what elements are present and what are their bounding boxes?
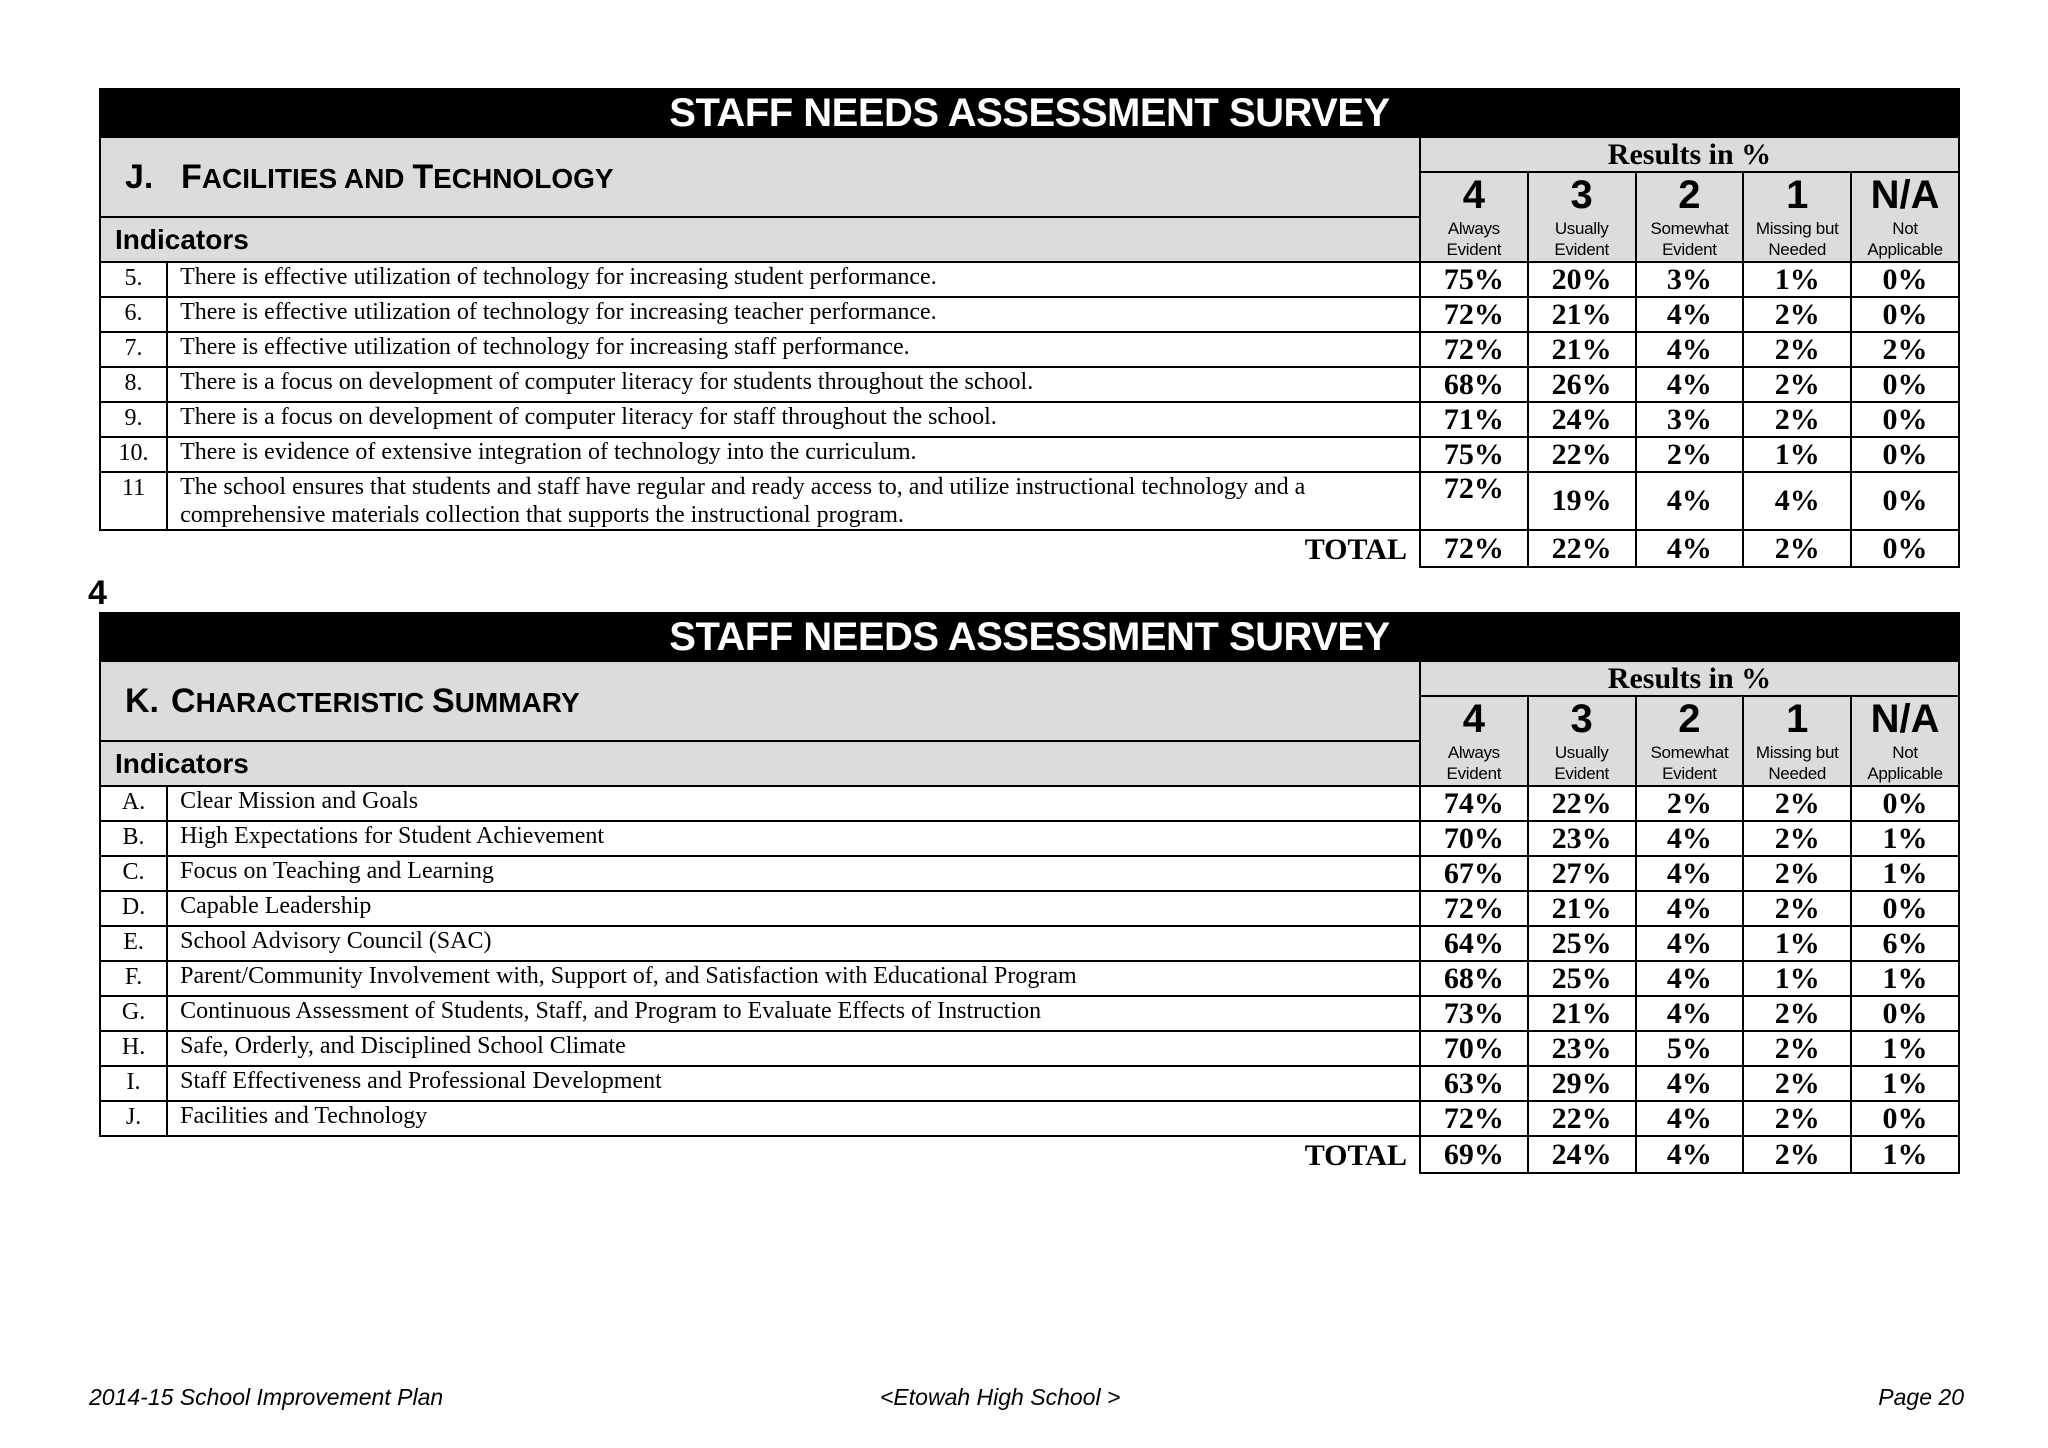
result-value: 0% [1851,996,1959,1031]
indicator-text: There is effective utilization of technology for increasing staff performance. [167,332,1420,367]
row-number: F. [100,961,167,996]
result-value: 72% [1420,297,1528,332]
row-number: A. [100,786,167,821]
result-value: 19% [1528,472,1636,530]
title-rest: HARACTERISTIC [195,686,433,718]
table-row [100,367,1959,402]
result-value: 26% [1528,367,1636,402]
scale-description [1528,217,1636,262]
total-value: 24% [1528,1136,1636,1173]
scale-line: Needed [1768,764,1827,783]
result-value: 2% [1743,297,1851,332]
scale-value: 2 [1636,696,1744,741]
row-number: 5. [100,262,167,297]
indicator-text: High Expectations for Student Achievement [167,821,1420,856]
result-value: 4% [1636,926,1744,961]
table-row [100,472,1959,530]
result-value: 4% [1636,1101,1744,1136]
result-value: 0% [1851,472,1959,530]
result-value: 3% [1636,402,1744,437]
scale-line: Usually [1554,219,1609,238]
row-number: H. [100,1031,167,1066]
result-value: 23% [1528,1031,1636,1066]
result-value: 2% [1636,437,1744,472]
result-value: 72% [1420,1101,1528,1136]
row-number: 9. [100,402,167,437]
title-initial: C [171,681,196,720]
indicator-text: School Advisory Council (SAC) [167,926,1420,961]
result-value: 1% [1851,1066,1959,1101]
result-value: 22% [1528,437,1636,472]
footer-page-number: Page 20 [1878,1384,1964,1410]
scale-line: Always [1447,219,1500,238]
table-row [100,1031,1959,1066]
table-row [100,332,1959,367]
result-value: 20% [1528,262,1636,297]
indicator-text: There is a focus on development of computer literacy for students throughout the school. [167,367,1420,402]
result-value: 21% [1528,332,1636,367]
result-value: 75% [1420,437,1528,472]
result-value: 2% [1743,856,1851,891]
total-value: 4% [1636,530,1744,567]
indicator-text: Facilities and Technology [167,1101,1420,1136]
scale-value: 1 [1743,172,1851,217]
title-rest: ECHNOLOGY [433,162,614,194]
total-value: 69% [1420,1136,1528,1173]
row-number: 7. [100,332,167,367]
result-value: 4% [1636,367,1744,402]
indicator-text: Focus on Teaching and Learning [167,856,1420,891]
section-title [100,137,1420,217]
scale-line: Evident [1554,764,1609,783]
result-value: 25% [1528,961,1636,996]
result-value: 2% [1743,821,1851,856]
result-value: 0% [1851,367,1959,402]
scale-line: Needed [1768,240,1827,259]
section-letter: J. [125,157,154,196]
indicator-text: Safe, Orderly, and Disciplined School Climate [167,1031,1420,1066]
result-value: 0% [1851,891,1959,926]
result-value: 75% [1420,262,1528,297]
section-title [100,661,1420,741]
result-value: 68% [1420,367,1528,402]
table-row [100,961,1959,996]
result-value: 2% [1743,786,1851,821]
result-value: 4% [1636,891,1744,926]
indicator-text: Clear Mission and Goals [167,786,1420,821]
total-label: TOTAL [1304,532,1407,566]
row-number: I. [100,1066,167,1101]
result-value: 1% [1851,856,1959,891]
result-value: 2% [1636,786,1744,821]
row-number: J. [100,1101,167,1136]
title-initial: F [181,157,202,196]
table-row [100,1066,1959,1101]
table-row [100,262,1959,297]
result-value: 27% [1528,856,1636,891]
total-value: 1% [1851,1136,1959,1173]
row-number: 8. [100,367,167,402]
result-value: 4% [1636,472,1744,530]
scale-line: Missing but [1755,219,1839,238]
result-value: 63% [1420,1066,1528,1101]
survey-banner: STAFF NEEDS ASSESSMENT SURVEY [100,613,1959,661]
result-value: 22% [1528,786,1636,821]
scale-value: N/A [1851,696,1959,741]
result-value: 21% [1528,297,1636,332]
scale-description [1851,217,1959,262]
scale-line: Missing but [1755,743,1839,762]
indicator-text: Continuous Assessment of Students, Staff, and Program to Evaluate Effects of Instruction [167,996,1420,1031]
result-value: 67% [1420,856,1528,891]
result-value: 71% [1420,402,1528,437]
total-value: 2% [1743,530,1851,567]
scale-line: Not [1892,743,1918,762]
result-value: 1% [1743,262,1851,297]
results-header: Results in % [1420,137,1959,172]
scale-line: Applicable [1867,764,1943,783]
scale-description [1851,741,1959,786]
result-value: 25% [1528,926,1636,961]
result-value: 2% [1743,1066,1851,1101]
result-value: 4% [1636,297,1744,332]
scale-line: Evident [1662,764,1717,783]
scale-line: Usually [1554,743,1609,762]
row-number: 11 [100,472,167,530]
result-value: 6% [1851,926,1959,961]
row-number: G. [100,996,167,1031]
scale-description [1636,741,1744,786]
indicator-text: Parent/Community Involvement with, Support of, and Satisfaction with Educational Program [167,961,1420,996]
result-value: 5% [1636,1031,1744,1066]
result-value: 2% [1743,891,1851,926]
result-value: 3% [1636,262,1744,297]
result-value: 0% [1851,786,1959,821]
result-value: 4% [1743,472,1851,530]
result-value: 1% [1743,926,1851,961]
total-label: TOTAL [1304,1138,1407,1172]
table-row [100,821,1959,856]
scale-line: Somewhat [1650,219,1729,238]
result-value: 1% [1743,961,1851,996]
indicator-text: There is effective utilization of technology for increasing student performance. [167,262,1420,297]
scale-line: Evident [1554,240,1609,259]
scale-description [1743,741,1851,786]
result-value: 72% [1420,891,1528,926]
result-value: 72% [1420,332,1528,367]
row-number: 10. [100,437,167,472]
total-value: 2% [1743,1136,1851,1173]
indicator-text: There is a focus on development of computer literacy for staff throughout the school. [167,402,1420,437]
indicator-text: Capable Leadership [167,891,1420,926]
result-value: 0% [1851,437,1959,472]
total-value: 72% [1420,530,1528,567]
table-row [100,891,1959,926]
title-initial: S [432,681,455,720]
result-value: 70% [1420,821,1528,856]
result-value: 74% [1420,786,1528,821]
result-value: 4% [1636,1066,1744,1101]
result-value: 21% [1528,891,1636,926]
total-value: 4% [1636,1136,1744,1173]
table-row [100,402,1959,437]
title-initial: T [412,157,434,196]
scale-value: 4 [1420,696,1528,741]
results-header: Results in % [1420,661,1959,696]
result-value: 4% [1636,821,1744,856]
result-value: 2% [1743,996,1851,1031]
row-number: D. [100,891,167,926]
row-number: C. [100,856,167,891]
result-value: 64% [1420,926,1528,961]
result-value: 4% [1636,332,1744,367]
scale-value: N/A [1851,172,1959,217]
scale-value: 1 [1743,696,1851,741]
total-value: 0% [1851,530,1959,567]
result-value: 73% [1420,996,1528,1031]
scale-line: Somewhat [1650,743,1729,762]
scale-description [1636,217,1744,262]
result-value: 29% [1528,1066,1636,1101]
result-value: 2% [1851,332,1959,367]
result-value: 2% [1743,367,1851,402]
scale-line: Applicable [1867,240,1943,259]
result-value: 1% [1851,821,1959,856]
table-row [100,926,1959,961]
result-value: 1% [1743,437,1851,472]
scale-description [1420,741,1528,786]
footer-school-name: <Etowah High School > [880,1384,1121,1410]
table-row [100,786,1959,821]
result-value: 22% [1528,1101,1636,1136]
scale-description [1420,217,1528,262]
scale-description [1743,217,1851,262]
indicator-text: There is evidence of extensive integration of technology into the curriculum. [167,437,1420,472]
section-letter: K. [125,681,159,720]
result-value: 4% [1636,856,1744,891]
result-value: 0% [1851,262,1959,297]
survey-table-facilities [99,88,1960,568]
result-value: 4% [1636,996,1744,1031]
scale-description [1528,741,1636,786]
result-value: 68% [1420,961,1528,996]
table-row [100,856,1959,891]
table-row [100,996,1959,1031]
scale-value: 4 [1420,172,1528,217]
indicators-header: Indicators [100,217,1420,262]
result-value: 0% [1851,297,1959,332]
indicators-header: Indicators [100,741,1420,786]
scale-value: 2 [1636,172,1744,217]
result-value: 1% [1851,961,1959,996]
result-value: 1% [1851,1031,1959,1066]
title-rest: ACILITIES AND [201,162,413,194]
result-value: 72% [1420,472,1528,530]
scale-line: Not [1892,219,1918,238]
scale-line: Evident [1662,240,1717,259]
footer-plan-title: 2014-15 School Improvement Plan [89,1384,444,1410]
result-value: 2% [1743,1101,1851,1136]
scale-value: 3 [1528,172,1636,217]
indicator-text: The school ensures that students and staff have regular and ready access to, and utilize instructional technology and a comprehensive materials collection that supports the instructional program. [167,472,1420,530]
table-row [100,1101,1959,1136]
scale-line: Always [1447,743,1500,762]
survey-table-summary [99,612,1960,1174]
page-marker: 4 [88,574,107,612]
scale-value: 3 [1528,696,1636,741]
row-number: B. [100,821,167,856]
result-value: 21% [1528,996,1636,1031]
result-value: 2% [1743,402,1851,437]
total-value: 22% [1528,530,1636,567]
result-value: 70% [1420,1031,1528,1066]
table-row [100,297,1959,332]
scale-line: Evident [1446,240,1502,259]
result-value: 2% [1743,1031,1851,1066]
row-number: 6. [100,297,167,332]
indicator-text: There is effective utilization of technology for increasing teacher performance. [167,297,1420,332]
scale-line: Evident [1446,764,1502,783]
result-value: 23% [1528,821,1636,856]
result-value: 2% [1743,332,1851,367]
result-value: 24% [1528,402,1636,437]
result-value: 0% [1851,1101,1959,1136]
title-rest: UMMARY [454,686,580,718]
indicator-text: Staff Effectiveness and Professional Development [167,1066,1420,1101]
row-number: E. [100,926,167,961]
survey-banner: STAFF NEEDS ASSESSMENT SURVEY [100,89,1959,137]
result-value: 4% [1636,961,1744,996]
result-value: 0% [1851,402,1959,437]
table-row [100,437,1959,472]
